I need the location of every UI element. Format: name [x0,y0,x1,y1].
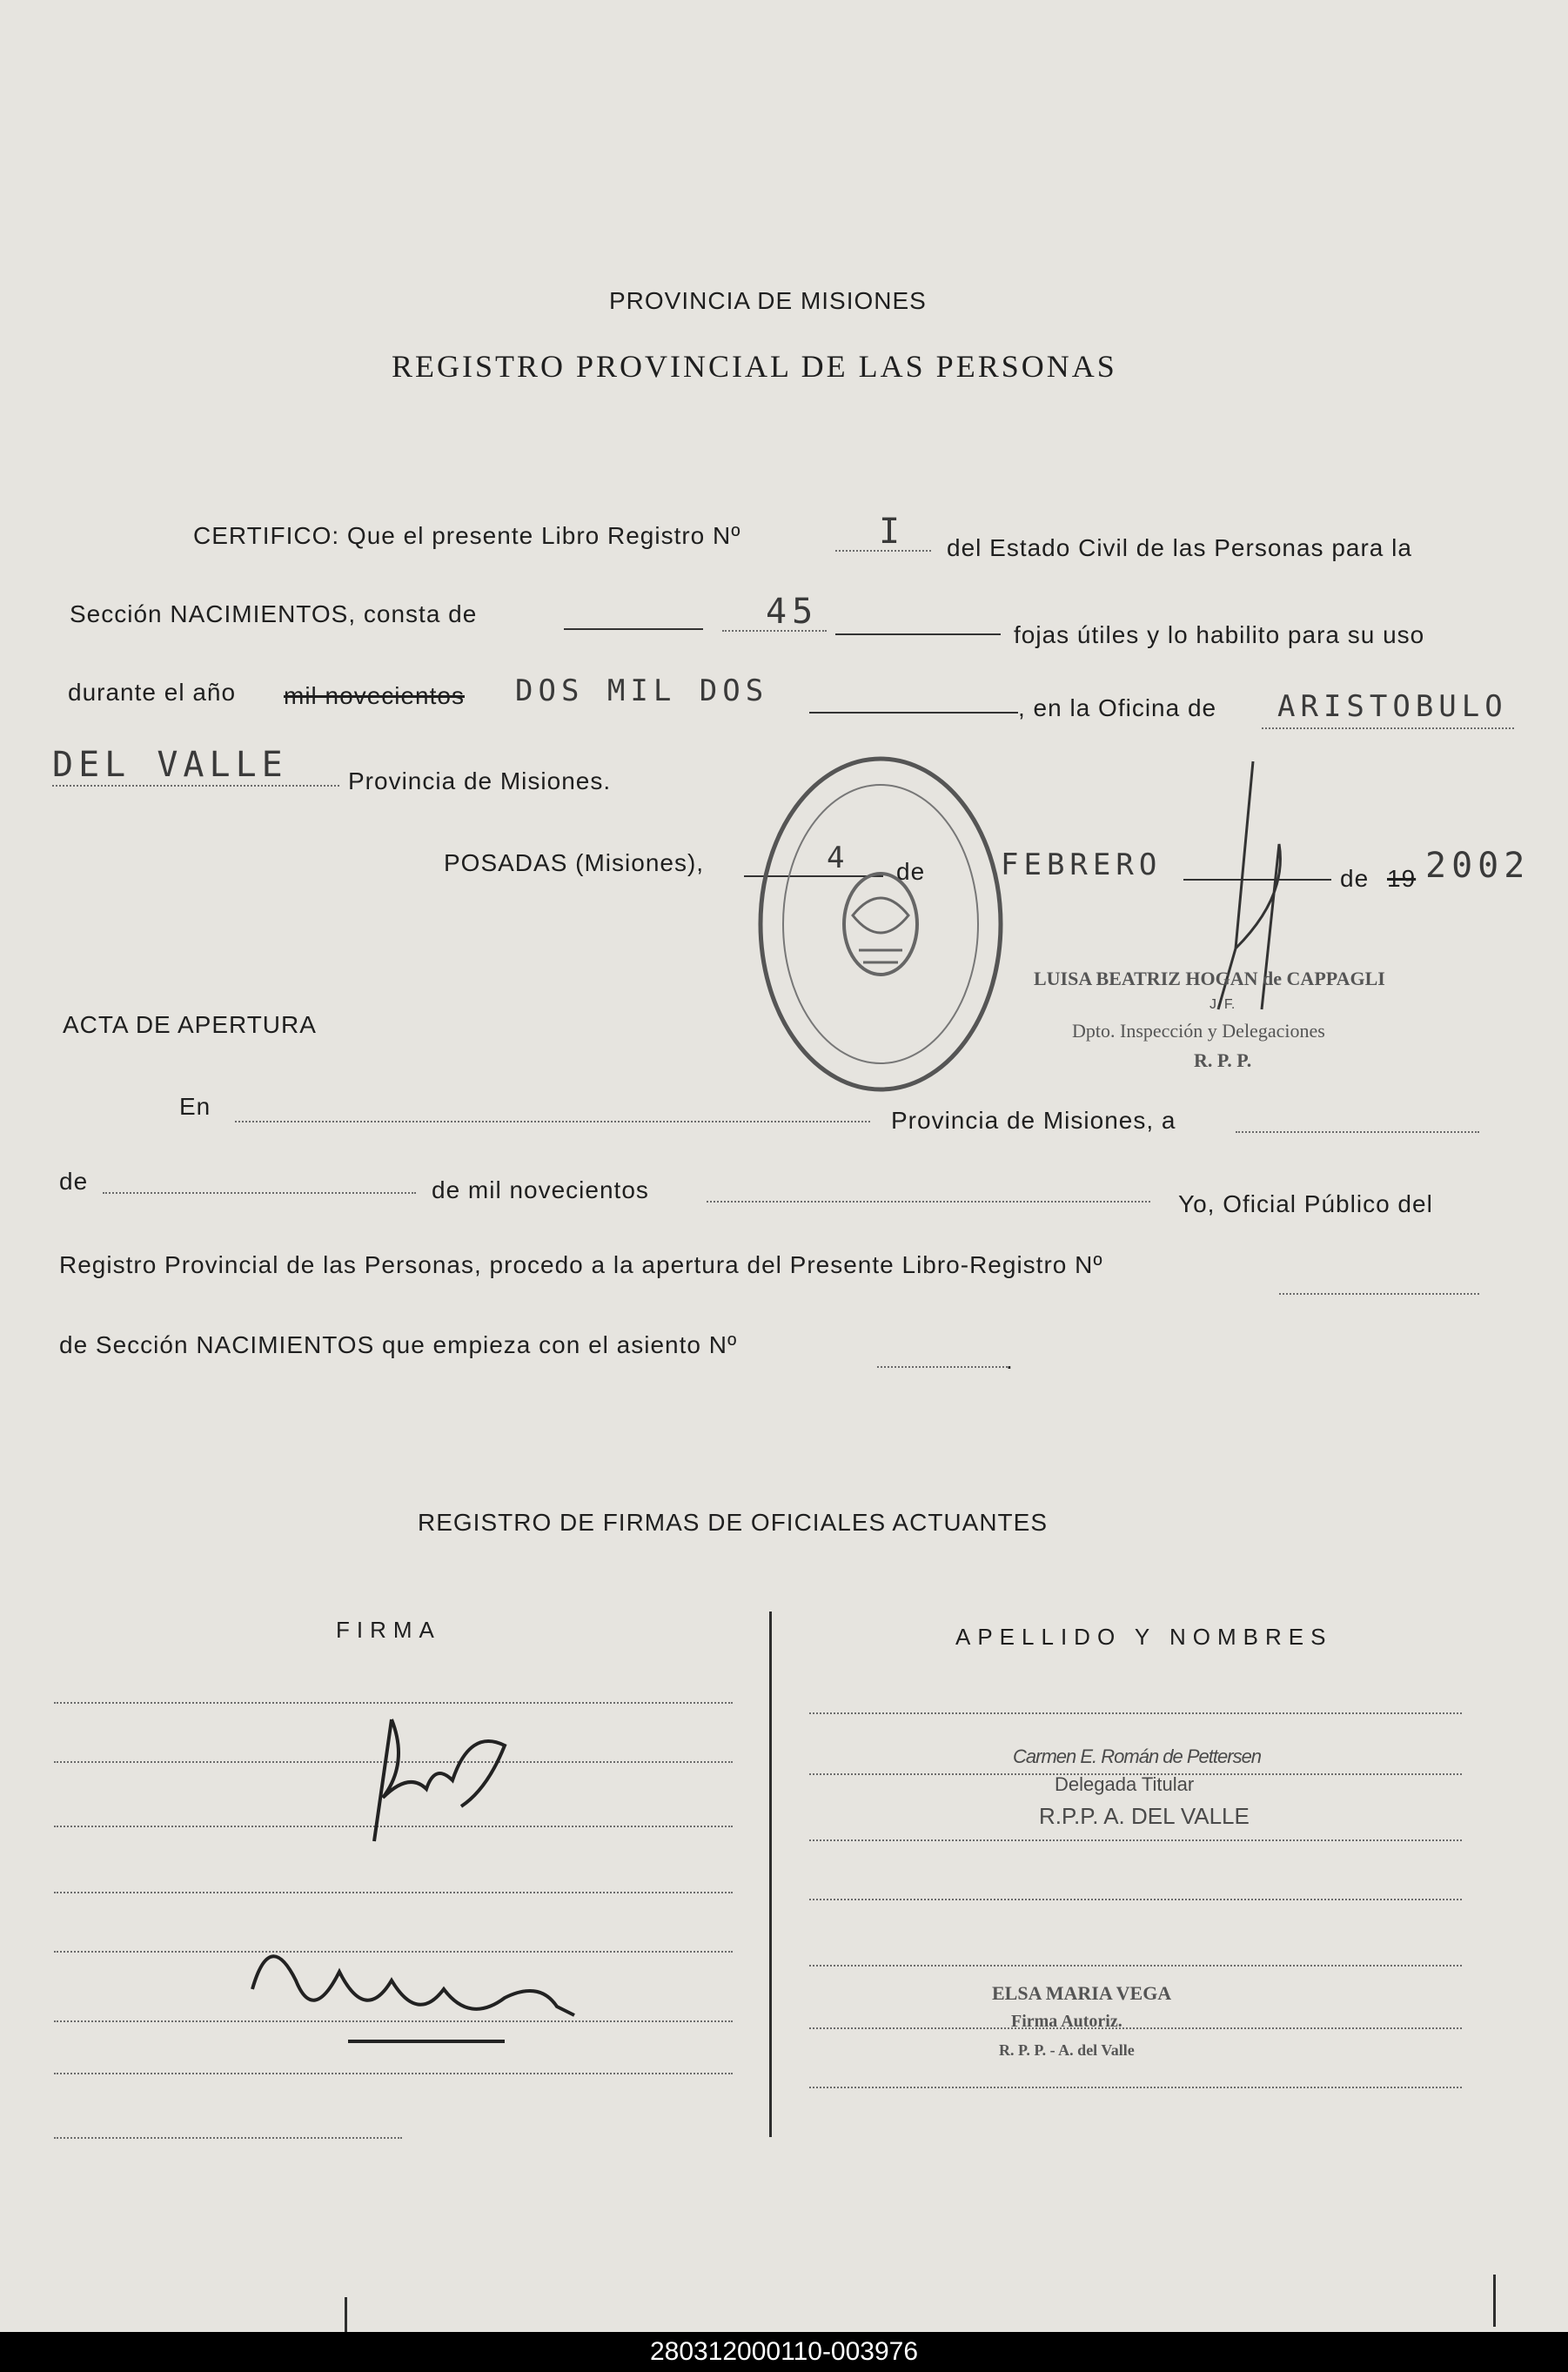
month-value: FEBRERO [1001,848,1163,882]
acta-provincia: Provincia de Misiones, a [891,1107,1176,1134]
nombre-line-7 [809,2087,1462,2088]
entry2-office: R. P. P. - A. del Valle [999,2041,1135,2059]
cert-line3-a: durante el año [68,679,237,706]
firma-line-8 [54,2137,402,2139]
fojas-line-right [835,633,1001,635]
acta-mil-novecientos: de mil novecientos [432,1176,649,1203]
entry1-role: Delegada Titular [1055,1773,1195,1795]
bottom-right-mark [1493,2275,1496,2327]
firma-line-1 [54,1702,733,1704]
firmas-title: REGISTRO DE FIRMAS DE OFICIALES ACTUANTES [418,1509,1048,1536]
entry1-name: Carmen E. Román de Pettersen [1013,1745,1262,1767]
document-id-footer: 280312000110-003976 [0,2332,1568,2372]
signature-1 [357,1711,531,1850]
de-label: de [896,858,926,885]
struck-mil-novecientos: mil novecientos [284,682,465,709]
entry1-office: R.P.P. A. DEL VALLE [1039,1803,1250,1829]
acta-de: de [59,1168,89,1195]
registry-heading: REGISTRO PROVINCIAL DE LAS PERSONAS [392,349,1117,384]
struck-19: 19 [1387,865,1417,892]
nombre-line-1 [809,1712,1462,1714]
fojas-line-left [564,628,703,630]
official-dept: Dpto. Inspección y Delegaciones [1072,1020,1325,1042]
cert-line1-a: CERTIFICO: Que el presente Libro Registro Nº [193,522,741,549]
office-name-1: ARISTOBULO [1277,689,1508,724]
nombre-line-3 [809,1839,1462,1841]
fojas-line-mid [722,630,827,632]
day-value: 4 [827,841,850,875]
fojas-count: 45 [766,592,819,632]
province-heading: PROVINCIA DE MISIONES [609,287,927,314]
office-line-2 [52,785,339,787]
year-in-words: DOS MIL DOS [515,673,769,708]
bottom-left-mark [345,2297,347,2332]
nombre-line-6 [809,2027,1462,2029]
acta-en: En [179,1093,211,1120]
nombre-line-5 [809,1965,1462,1967]
acta-line3: Registro Provincial de las Personas, procedo a la apertura del Presente Libro-Registro Nº [59,1251,1103,1278]
year-line [809,712,1018,714]
acta-yo: Yo, Oficial Público del [1178,1190,1433,1217]
acta-de-line [103,1192,416,1194]
office-line-1 [1262,727,1514,729]
col-nombres-header: APELLIDO Y NOMBRES [955,1624,1333,1650]
cert-line3-b: , en la Oficina de [1018,694,1217,721]
acta-a-line [1236,1131,1479,1133]
nombre-line-4 [809,1899,1462,1900]
entry2-name: ELSA MARIA VEGA [992,1982,1172,2004]
office-name-2: DEL VALLE [52,745,288,785]
cert-line4-b: Provincia de Misiones. [348,767,612,794]
cert-line1-b: del Estado Civil de las Personas para la [947,534,1412,561]
acta-en-line [235,1121,870,1122]
acta-year-line [707,1201,1150,1203]
col-firma-header: FIRMA [336,1617,441,1643]
firma-line-4 [54,1892,733,1893]
official-name: LUISA BEATRIZ HOGAN de CAPPAGLI [1034,968,1385,989]
firma-line-7 [54,2073,733,2074]
column-divider [769,1611,772,2137]
acta-title: ACTA DE APERTURA [63,1011,317,1038]
official-org: R. P. P. [1194,1049,1252,1071]
acta-libro-line [1279,1293,1479,1295]
posadas-label: POSADAS (Misiones), [444,849,705,876]
libro-number: I [879,512,906,552]
de-19-label: de [1340,865,1370,892]
signature-2 [244,1920,592,2050]
cert-line2-b: fojas útiles y lo habilito para su uso [1014,621,1425,648]
libro-number-line [835,550,931,552]
official-seal [750,750,1011,1098]
cert-line2-a: Sección NACIMIENTOS, consta de [70,600,478,627]
acta-line4-end: . [1006,1347,1014,1374]
acta-line4: de Sección NACIMIENTOS que empieza con el asiento Nº [59,1331,738,1358]
year-value: 2002 [1425,846,1531,886]
official-role: J. F. [1210,997,1236,1012]
acta-asiento-line [877,1366,1008,1368]
entry2-role: Firma Autoriz. [1011,2012,1122,2031]
